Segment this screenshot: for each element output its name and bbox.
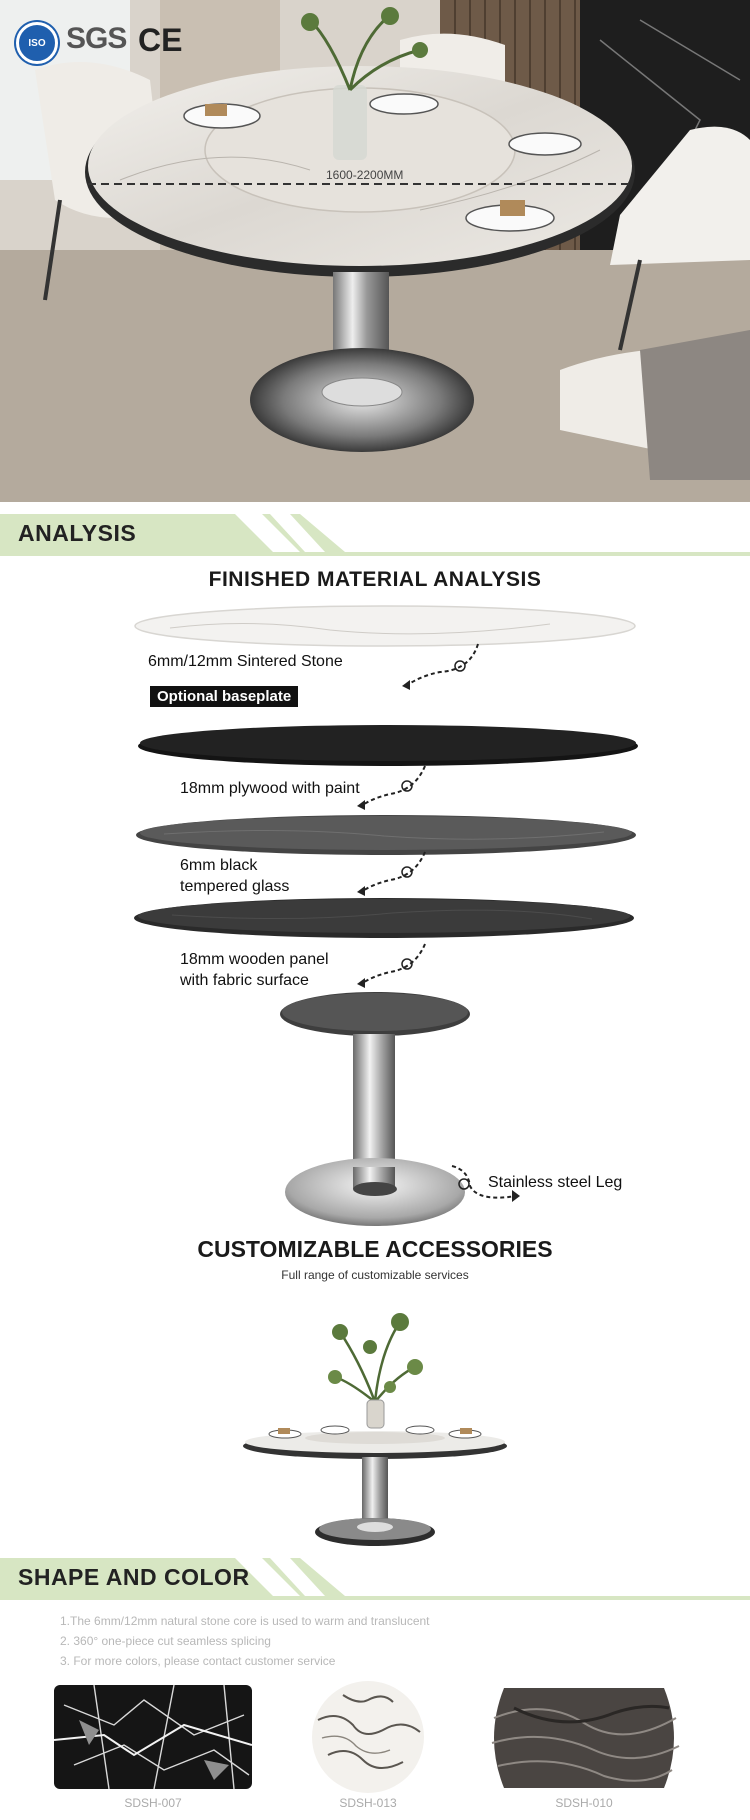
swatch-caption-sdsh-013: SDSH-013 — [339, 1796, 397, 1810]
iso-text: ISO — [28, 37, 46, 49]
optional-baseplate-label: Optional baseplate — [157, 688, 292, 705]
accessory-table-image — [240, 1282, 510, 1550]
note-3: 3. For more colors, please contact customer service — [60, 1654, 336, 1668]
note-1: 1.The 6mm/12mm natural stone core is used to warm and translucent — [60, 1614, 430, 1628]
sgs-logo: SGS — [66, 22, 127, 55]
stainless-steel-leg-label: Stainless steel Leg — [488, 1174, 623, 1191]
tempered-glass-label — [180, 855, 289, 897]
arrow-icon — [355, 940, 435, 990]
tempered-glass-label-line2: tempered glass — [180, 878, 290, 895]
swatch-sdsh-013 — [308, 1680, 428, 1794]
sintered-stone-layer — [130, 600, 640, 652]
ce-mark: CE — [138, 22, 183, 58]
shape-color-title: SHAPE AND COLOR — [18, 1564, 250, 1590]
dining-table-photo — [0, 0, 750, 502]
swatch-caption-sdsh-007: SDSH-007 — [124, 1796, 182, 1810]
analysis-section-bar — [0, 514, 750, 556]
note-2: 2. 360° one-piece cut seamless splicing — [60, 1634, 271, 1648]
shape-color-section-bar — [0, 1558, 750, 1600]
dimension-label: 1600-2200MM — [326, 168, 404, 182]
material-analysis-heading: FINISHED MATERIAL ANALYSIS — [208, 568, 542, 591]
optional-baseplate-tag — [150, 686, 298, 707]
fabric-panel-label — [180, 949, 329, 991]
stainless-steel-leg — [275, 992, 475, 1228]
arrow-icon — [355, 848, 435, 898]
plywood-label: 18mm plywood with paint — [180, 780, 360, 797]
fabric-panel-label-line2: with fabric surface — [180, 972, 309, 989]
swatch-sdsh-007 — [54, 1685, 252, 1789]
arrow-icon — [400, 640, 490, 690]
swatch-caption-sdsh-010: SDSH-010 — [555, 1796, 613, 1810]
arrow-icon — [355, 762, 435, 812]
swatch-sdsh-010 — [484, 1688, 684, 1788]
analysis-title: ANALYSIS — [18, 520, 137, 546]
sintered-stone-label: 6mm/12mm Sintered Stone — [148, 653, 343, 670]
accessories-heading: CUSTOMIZABLE ACCESSORIES — [197, 1236, 553, 1262]
iso-badge — [16, 22, 58, 64]
hero-photo — [0, 0, 750, 502]
accessories-subheading: Full range of customizable services — [281, 1268, 469, 1282]
fabric-panel-label-line1: 18mm wooden panel — [180, 951, 329, 968]
fabric-panel-layer — [132, 895, 637, 941]
tempered-glass-label-line1: 6mm black — [180, 857, 258, 874]
